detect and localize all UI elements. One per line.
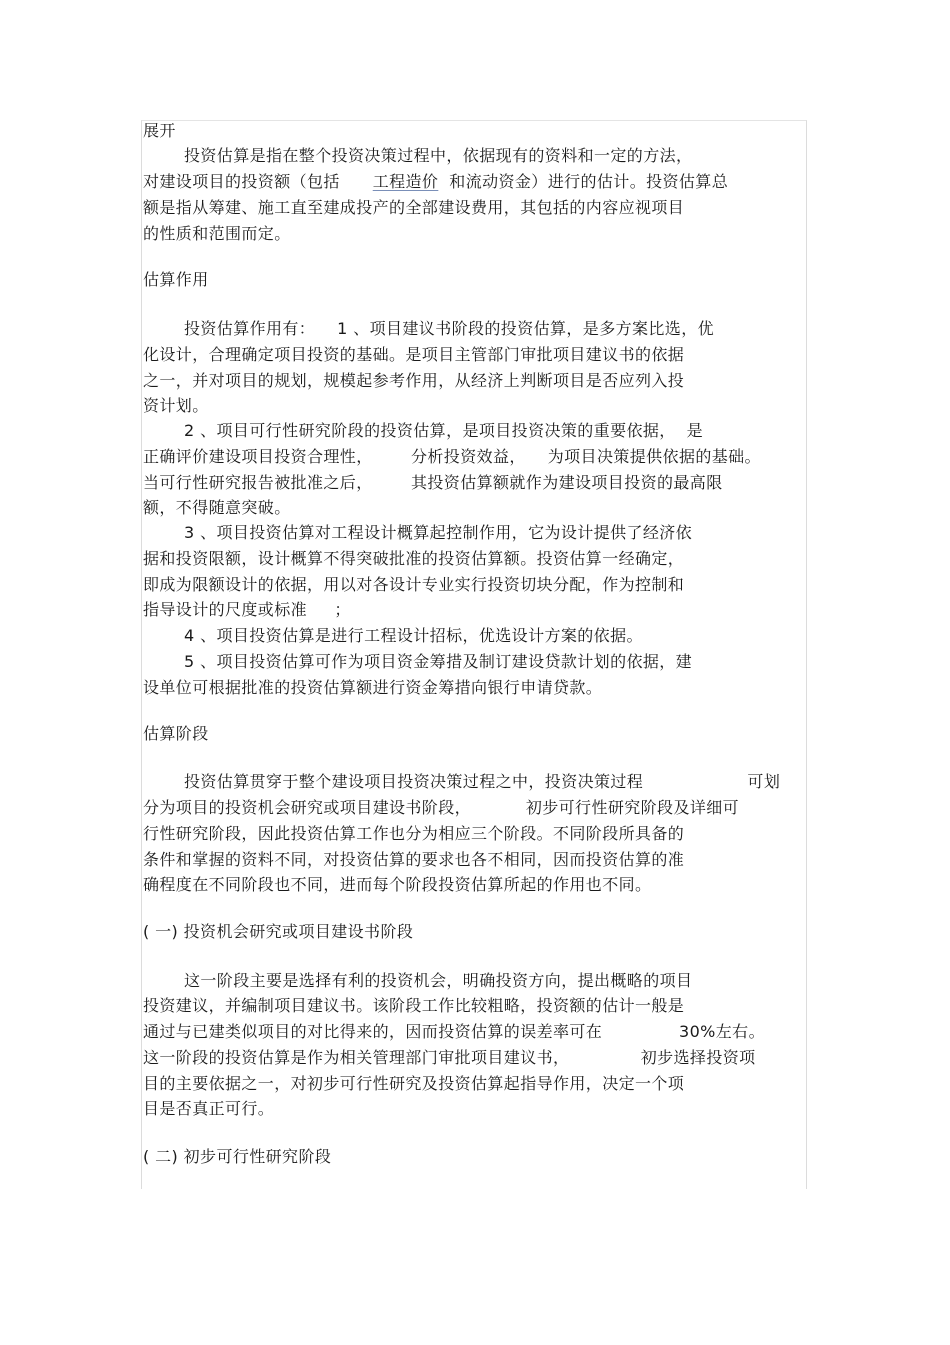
sub1-line: 这一阶段主要是选择有利的投资机会，明确投资方向，提出概略的项目 [184,971,693,990]
stage-p1-line: 确程度在不同阶段也不同，进而每个阶段投资估算所起的作用也不同。 [143,875,652,894]
role-p3-line: 即成为限额设计的依据，用以对各设计专业实行投资切块分配，作为控制和 [143,575,685,594]
stage-p1-line: 行性研究阶段，因此投资估算工作也分为相应三个阶段。不同阶段所具备的 [143,824,685,843]
intro-line-3: 额是指从筹建、施工直至建成投产的全部建设费用，其包括的内容应视项目 [143,198,685,217]
role-p1-line: 之一，并对项目的规划，规模起参考作用，从经济上判断项目是否应列入投 [143,371,685,390]
project-cost-link[interactable]: 工程造价 [372,172,439,191]
role-p2-line: 正确评价建设项目投资合理性， 分析投资效益， 为项目决策提供依据的基础。 [143,447,761,466]
intro-line-2 [143,172,728,192]
role-p2-line: 2 、项目可行性研究阶段的投资估算，是项目投资决策的重要依据， 是 [184,421,704,440]
stage-p1-line: 分为项目的投资机会研究或项目建设书阶段， 初步可行性研究阶段及详细可 [143,798,740,817]
sub1-line: 通过与已建类似项目的对比得来的，因而投资估算的误差率可在 30%左右。 [143,1022,765,1041]
section-heading-role: 估算作用 [143,270,209,289]
intro-line-4: 的性质和范围而定。 [143,224,291,243]
role-p2-line: 当可行性研究报告被批准之后， 其投资估算额就作为建设项目投资的最高限 [143,473,723,492]
role-p3-line: 指导设计的尺度或标准 ； [143,600,351,619]
role-p5-line: 设单位可根据批准的投资估算额进行资金筹措向银行申请贷款。 [143,678,603,697]
role-p1-line: 化设计，合理确定项目投资的基础。是项目主管部门审批项目建议书的依据 [143,345,685,364]
role-p1-line: 投资估算作用有： 1 、项目建议书阶段的投资估算，是多方案比选，优 [184,319,715,338]
stage-p1-line: 条件和掌握的资料不同，对投资估算的要求也各不相同，因而投资估算的准 [143,850,685,869]
role-p1-line: 资计划。 [143,396,209,415]
intro-line-2-end: 和流动资金）进行的估计。投资估算总 [438,172,729,191]
sub1-line: 目的主要依据之一，对初步可行性研究及投资估算起指导作用，决定一个项 [143,1074,685,1093]
stage-p1-line: 投资估算贯穿于整个建设项目投资决策过程之中，投资决策过程 可划 [184,772,781,791]
sub1-line: 目是否真正可行。 [143,1099,275,1118]
subsection-heading-2: ( 二) 初步可行性研究阶段 [143,1147,332,1166]
role-p2-line: 额，不得随意突破。 [143,498,291,517]
section-heading-stage: 估算阶段 [143,724,209,743]
expand-toggle[interactable]: 展开 [143,121,176,140]
intro-line-1: 投资估算是指在整个投资决策过程中，依据现有的资料和一定的方法， [184,146,693,165]
sub1-line: 投资建议，并编制项目建议书。该阶段工作比较粗略，投资额的估计一般是 [143,996,685,1015]
role-p4-line: 4 、项目投资估算是进行工程设计招标，优选设计方案的依据。 [184,626,643,645]
subsection-heading-1: ( 一) 投资机会研究或项目建设书阶段 [143,922,414,941]
role-p5-line: 5 、项目投资估算可作为项目资金筹措及制订建设贷款计划的依据，建 [184,652,693,671]
role-p3-line: 据和投资限额，设计概算不得突破批准的投资估算额。投资估算一经确定， [143,549,685,568]
sub1-line: 这一阶段的投资估算是作为相关管理部门审批项目建议书， 初步选择投资项 [143,1048,756,1067]
intro-line-2-start: 对建设项目的投资额（包括 [143,172,373,191]
role-p3-line: 3 、项目投资估算对工程设计概算起控制作用，它为设计提供了经济依 [184,523,693,542]
